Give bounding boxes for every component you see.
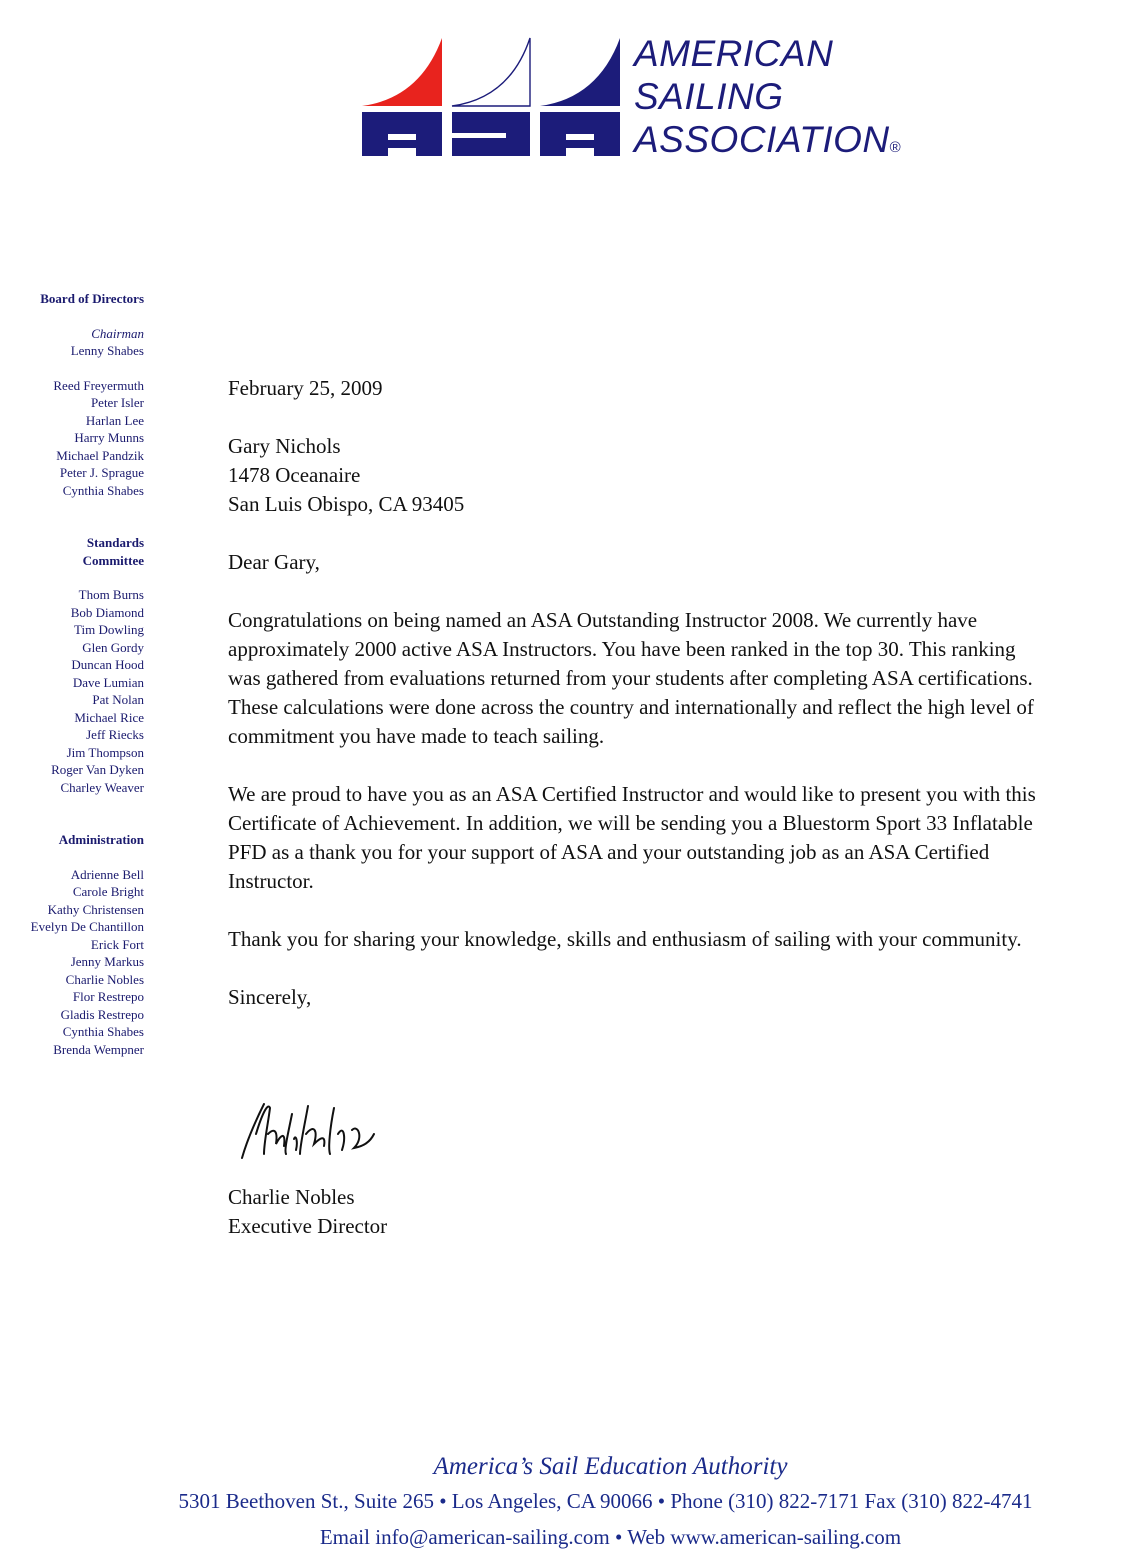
recipient-line: Gary Nichols [228, 434, 341, 458]
navy-sail-shape [540, 38, 620, 106]
signature-icon [234, 1094, 434, 1164]
admin-member: Carole Bright [72, 884, 144, 899]
board-heading: Board of Directors [40, 291, 144, 306]
letter-s-block [452, 112, 530, 156]
chairman-name: Lenny Shabes [70, 343, 144, 358]
org-name [634, 32, 901, 169]
signature-stroke [242, 1104, 374, 1158]
chairman-role: Chairman [91, 325, 144, 341]
standards-member: Michael Rice [74, 709, 144, 725]
board-member: Peter J. Sprague [59, 465, 144, 480]
org-name-line: SAILING [634, 76, 784, 117]
admin-member: Cynthia Shabes [62, 1024, 144, 1039]
standards-member: Charley Weaver [60, 779, 144, 795]
letterhead-sidebar [0, 290, 144, 1058]
standards-heading-line: Committee [82, 552, 144, 568]
admin-member: Flor Restrepo [72, 989, 144, 1004]
standards-member: Jeff Riecks [86, 727, 144, 742]
registered-mark: ® [889, 139, 902, 156]
letter-a-block [362, 112, 442, 156]
signer-title: Executive Director [228, 1214, 388, 1238]
admin-member: Evelyn De Chantillon [30, 919, 144, 934]
body-paragraph: Congratulations on being named an ASA Outstanding Instructor 2008. We currently have approximately 2000 active ASA Instructors. You have been ranked in the top 30. This ranking was gathered from evaluations returned from your students after completing ASA certifications. These calculations were done across the country and internationally and reflect the high level of commitment you have made to teach sailing. [228, 608, 1034, 748]
standards-member: Glen Gordy [82, 639, 144, 655]
standards-member: Duncan Hood [71, 657, 144, 672]
admin-member: Charlie Nobles [65, 971, 144, 987]
footer-contact: Email info@american-sailing.com • Web www.american-sailing.com [319, 1525, 902, 1549]
body-paragraph: Thank you for sharing your knowledge, skills and enthusiasm of sailing with your community. [228, 927, 1022, 951]
admin-member: Kathy Christensen [47, 901, 144, 917]
salutation: Dear Gary, [228, 550, 320, 574]
standards-member: Roger Van Dyken [51, 762, 144, 777]
standards-member: Pat Nolan [92, 692, 144, 707]
admin-member: Jenny Markus [70, 954, 144, 969]
red-sail-shape [362, 38, 442, 106]
admin-member: Gladis Restrepo [60, 1006, 144, 1022]
board-member: Harlan Lee [85, 412, 144, 428]
org-name-line [634, 118, 901, 169]
board-member: Cynthia Shabes [62, 482, 144, 498]
footer-address: 5301 Beethoven St., Suite 265 • Los Angeles, CA 90066 • Phone (310) 822-7171 Fax (310) 822-4741 [178, 1489, 1033, 1513]
sail-logo-icon [360, 36, 630, 161]
footer-tagline: America’s Sail Education Authority [433, 1453, 788, 1480]
recipient-address [228, 432, 1088, 519]
standards-member: Thom Burns [78, 587, 144, 602]
board-member: Michael Pandzik [56, 447, 144, 463]
standards-members [0, 586, 144, 796]
asa-logo [360, 33, 920, 161]
recipient-line: 1478 Oceanaire [228, 463, 361, 487]
org-name-line-text: ASSOCIATION [634, 119, 890, 160]
recipient-line: San Luis Obispo, CA 93405 [228, 492, 465, 516]
standards-member: Dave Lumian [72, 674, 144, 690]
letter-a-block-2 [540, 112, 620, 156]
letter-date: February 25, 2009 [228, 376, 383, 400]
org-name-line: AMERICAN [634, 33, 834, 74]
signer-name: Charlie Nobles [228, 1185, 355, 1209]
board-member: Peter Isler [90, 395, 144, 410]
letter-body [228, 374, 1088, 1012]
board-members [0, 377, 144, 500]
closing: Sincerely, [228, 985, 312, 1009]
body-paragraph: We are proud to have you as an ASA Certified Instructor and would like to present you with this Certificate of Achievement. In addition, we will be sending you a Bluestorm Sport 33 Inflatable PFD as a thank you for your support of ASA and your outstanding job as an ASA Certified Instructor. [228, 782, 1036, 893]
board-member: Reed Freyermuth [53, 377, 144, 393]
letterhead-footer [0, 1450, 1141, 1556]
signature-block [228, 1183, 387, 1241]
admin-member: Adrienne Bell [70, 866, 144, 882]
admin-member: Erick Fort [90, 936, 144, 952]
standards-heading-line: Standards [86, 535, 144, 550]
white-sail-shape [452, 38, 530, 106]
admin-member: Brenda Wempner [53, 1041, 144, 1057]
standards-member: Tim Dowling [74, 622, 144, 637]
administration-members [0, 866, 144, 1059]
administration-heading: Administration [58, 832, 144, 847]
standards-member: Bob Diamond [70, 604, 144, 620]
board-member: Harry Munns [74, 430, 144, 445]
standards-member: Jim Thompson [66, 744, 144, 760]
